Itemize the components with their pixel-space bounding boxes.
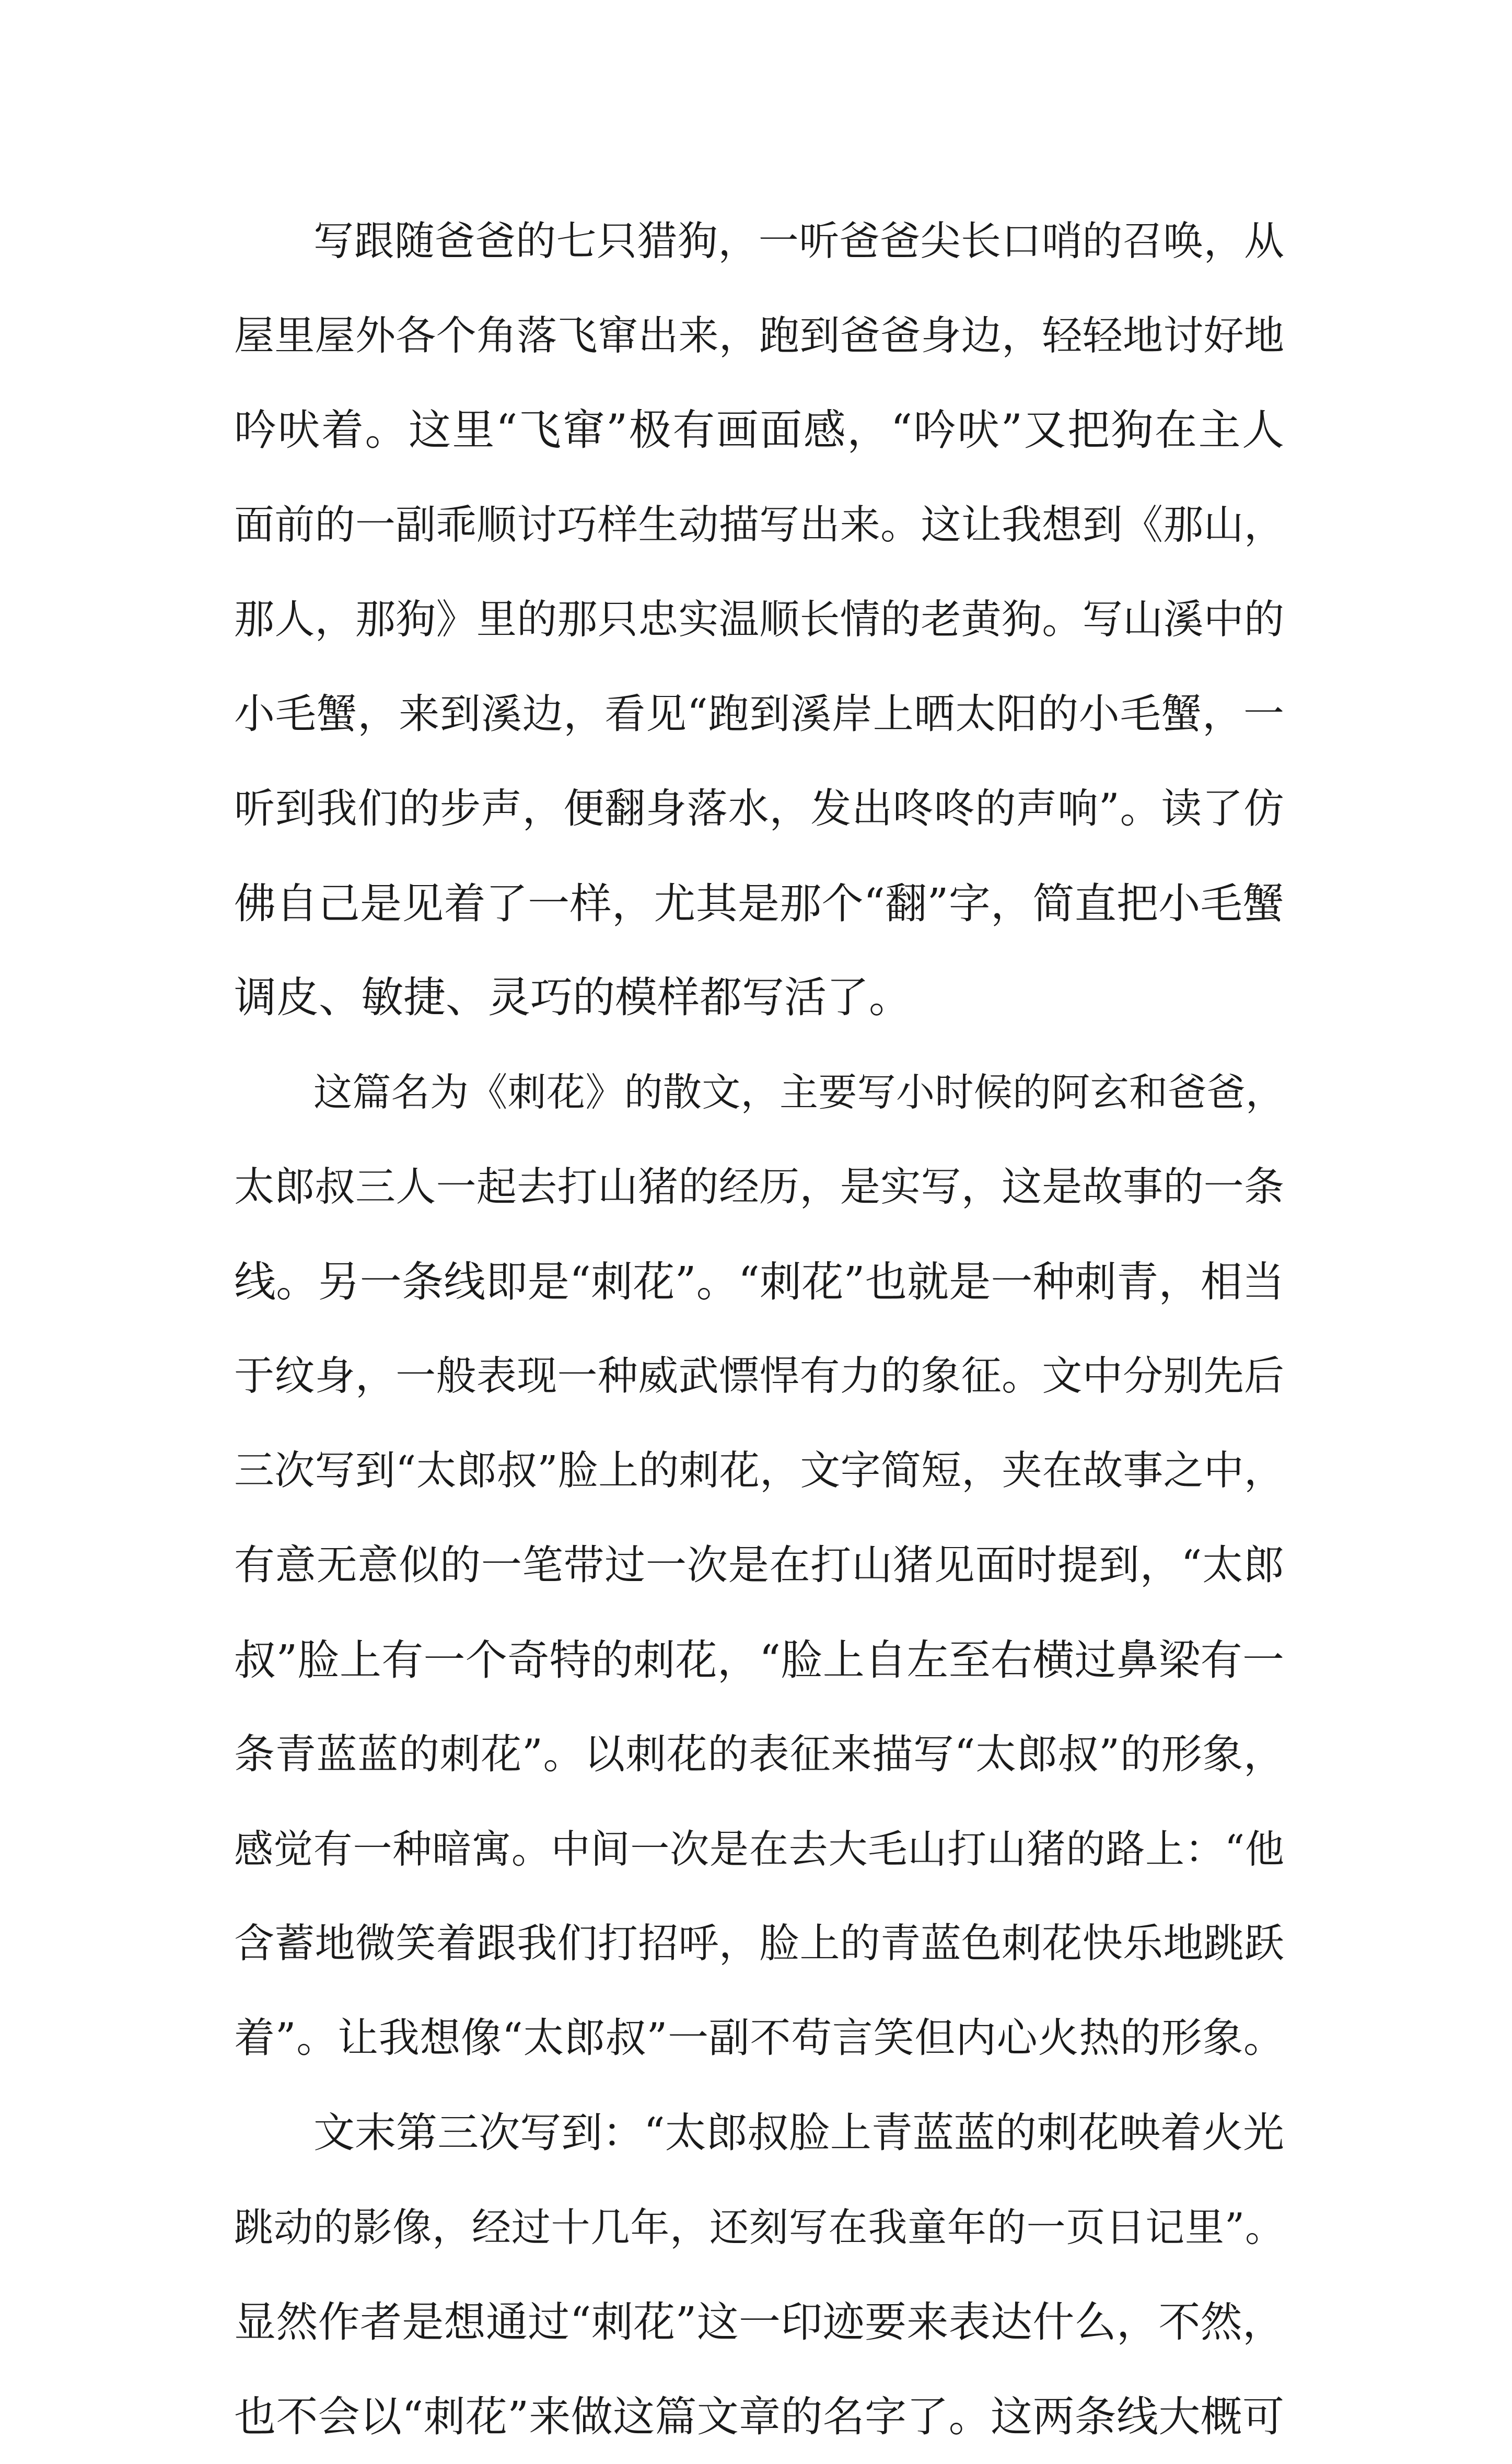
text-line: 面前的一副乖顺讨巧样生动描写出来。这让我想到《那山，	[234, 502, 1284, 549]
text-line: 条青蓝蓝的刺花”。以刺花的表征来描写“太郎叔”的形象，	[234, 1731, 1284, 1778]
text-line: 三次写到“太郎叔”脸上的刺花，文字简短，夹在故事之中，	[234, 1448, 1284, 1494]
text-line: 文末第三次写到：“太郎叔脸上青蓝蓝的刺花映着火光	[313, 2109, 1284, 2157]
text-line: 叔”脸上有一个奇特的刺花，“脸上自左至右横过鼻梁有一	[234, 1636, 1284, 1684]
text-line: 那人，那狗》里的那只忠实温顺长情的老黄狗。写山溪中的	[234, 597, 1284, 643]
text-line: 吟吠着。这里“飞窜”极有画面感，“吟吠”又把狗在主人	[234, 406, 1284, 455]
text-line: 写跟随爸爸的七只猎狗，一听爸爸尖长口哨的召唤，从	[313, 218, 1284, 265]
text-line: 感觉有一种暗寓。中间一次是在去大毛山打山猪的路上：“他	[234, 1826, 1284, 1872]
text-line: 听到我们的步声，便翻身落水，发出咚咚的声响”。读了仿	[234, 785, 1284, 832]
text-line: 线。另一条线即是“刺花”。“刺花”也就是一种刺青，相当	[234, 1258, 1284, 1306]
text-line: 太郎叔三人一起去打山猪的经历，是实写，这是故事的一条	[234, 1164, 1284, 1211]
article-body	[234, 194, 1284, 2464]
text-line: 于纹身，一般表现一种威武慓悍有力的象征。文中分别先后	[234, 1353, 1284, 1400]
text-line: 调皮、敏捷、灵巧的模样都写活了。	[234, 973, 912, 1022]
text-line: 小毛蟹，来到溪边，看见“跑到溪岸上晒太阳的小毛蟹，一	[234, 691, 1284, 738]
text-line: 也不会以“刺花”来做这篇文章的名字了。这两条线大概可	[234, 2392, 1284, 2441]
text-line: 含蓄地微笑着跟我们打招呼，脸上的青蓝色刺花快乐地跳跃	[234, 1921, 1284, 1967]
text-line: 屋里屋外各个角落飞窜出来，跑到爸爸身边，轻轻地讨好地	[234, 313, 1284, 359]
text-line: 佛自己是见着了一样，尤其是那个“翻”字，简直把小毛蟹	[234, 879, 1284, 928]
text-line: 有意无意似的一笔带过一次是在打山猪见面时提到，“太郎	[234, 1542, 1284, 1589]
text-line: 着”。让我想像“太郎叔”一副不苟言笑但内心火热的形象。	[234, 2015, 1284, 2062]
text-line: 跳动的影像，经过十几年，还刻写在我童年的一页日记里”。	[234, 2204, 1284, 2250]
text-line: 显然作者是想通过“刺花”这一印迹要来表达什么，不然，	[234, 2298, 1284, 2346]
text-line: 这篇名为《刺花》的散文，主要写小时候的阿玄和爸爸，	[313, 1070, 1284, 1115]
